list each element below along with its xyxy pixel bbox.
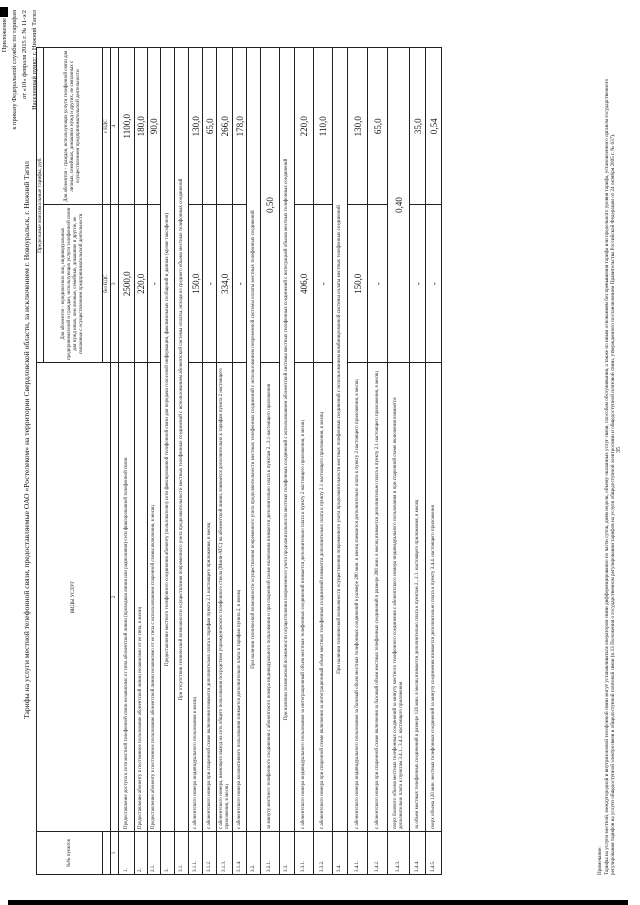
table-row — [148, 48, 161, 875]
tariff-value-legal: - — [203, 205, 217, 363]
tariff-rows — [119, 48, 442, 875]
scan-edge-mark — [8, 900, 628, 905]
row-number: 1. — [119, 832, 135, 875]
row-number: 2. — [135, 832, 148, 875]
tariff-value-legal: 220,0 — [135, 205, 148, 363]
service-description: за минуту местного телефонного соединения с абонентского номера индивидуального пользования и при спаренной схеме включения взимается дополнительно плата к пунктам 2., 2.1 настоящего приложения — [261, 363, 280, 832]
tariff-value-citizens: 220,0 — [295, 48, 314, 206]
row-number: 3.3.1. — [295, 832, 314, 875]
tariff-value-citizens: 130,0 — [348, 48, 368, 206]
table-row — [261, 48, 280, 875]
header-num: №№ пунктов — [37, 832, 103, 875]
header-col-citizens: Для абонентов - граждан, использующих услуги телефонной связи для личных, семейных, домашних нужд и других, не связанных с осуществлением предпринимательской деятельности — [44, 48, 103, 206]
service-description: сверх объема 120 мин. местных телефонных соединений за минуту соединения взимается дополнительно плата к пункту 3.4.4. настоящего приложения — [426, 363, 442, 832]
tariff-value-citizens: 35,0 — [410, 48, 426, 206]
tariff-value-citizens: 266,0 — [217, 48, 233, 206]
tariff-value-legal: 150,0 — [348, 205, 368, 363]
tariff-value-citizens: 130,0 — [189, 48, 203, 206]
colnum-1: 1 — [111, 832, 119, 875]
section-heading: При наличии технической возможности осуществления повременного учета продолжительности местных телефонных соединений с использованием комбинированной системы оплаты местных телефонных соединений — [333, 48, 348, 832]
tariff-value-citizens: 1100,0 — [119, 48, 135, 206]
header-tariff-group: Предельные максимальные тарифы, руб. — [37, 48, 44, 363]
notes-text: Тарифы на услуги местной, междугородной и внутризоновой телефонной связи могут устанавливаться оператором связи дифференцированно по части суток, дням недели, объему оказанных услуг связи, способам обслуживания, а также по иным основаниям без превышения тарифа или предельного уровня тарифа, установленного органом государственного регулирования тарифов на услуги общедоступной электросвязи и общедоступной почтовой связи (п.13 Положения о государственном регулировании тарифов на услуги общедоступной электросвязи и общедоступной почтовой связи, утвержденного постановлением Правительства Российской Федерации от 24 октября 2005 г. № 637). — [603, 78, 616, 875]
document-title: Тарифы на услуги местной телефонной связи, предоставляемые ОАО «Ростелеком» на территории Свердловской области, за исключением г. Новоуральск, г. Нижний Тагил — [22, 161, 31, 719]
table-row — [426, 48, 442, 875]
service-description: с абонентского номера коллективного пользования взимается дополнительно плата к тарифам пункта 2, в месяц — [233, 363, 247, 832]
service-description: с абонентского номера при спаренной схеме включения за интеграционный объем местных телефонных соединений взимается дополнительно плата к пункту 2.1 настоящего приложения, в месяц — [314, 363, 333, 832]
tariff-value-legal: 406,0 — [295, 205, 314, 363]
page-number: 35 — [616, 447, 622, 453]
appendix-date: от «10» февраля 2015 г. № 11-э/2 — [21, 10, 28, 99]
table-row — [135, 48, 148, 875]
service-description: Предоставление абоненту в постоянное пользование абонентской линии независимо от ее типа с использованием спаренной схемы включения, в месяц — [148, 363, 161, 832]
appendix-number: Приложение 26 — [1, 10, 8, 53]
service-description: с абонентского номера, имеющего выход на сеть общего пользования посредством учрежденческого телефонного ствола (Мини-АТС) на абонентской линии, взимается дополнительно к тарифам пункта 2 настоящего приложения, в месяц — [217, 363, 233, 832]
tariff-value-legal: - — [410, 205, 426, 363]
service-description: Предоставление абоненту в постоянное пользование абонентской линии независимо от ее типа, в месяц — [135, 363, 148, 832]
row-number: 3.4.3. — [388, 832, 410, 875]
tariff-value-merged: 0,40 — [388, 48, 410, 363]
service-description: с абонентского номера при спаренной схеме включения за базовый объем местных телефонных соединений в размере 280 мин. в месяц взимается дополнительно плата к пункту 2.1 настоящего приложения, в месяц — [368, 363, 388, 832]
row-number: 3.4. — [333, 832, 348, 875]
row-number: 3.3.2. — [314, 832, 333, 875]
section-row — [175, 48, 189, 875]
row-number: 3.4.2. — [368, 832, 388, 875]
table-row — [233, 48, 247, 875]
tariff-value-citizens: 90,0 — [148, 48, 161, 206]
service-description: за объем местных телефонных соединений в размере 120 мин. в месяц взимается дополнительно плата к пунктам 2., 2.1. настоящего приложения, в месяц — [410, 363, 426, 832]
tariff-value-citizens: 178,0 — [233, 48, 247, 206]
tariff-value-legal: - — [314, 205, 333, 363]
tariff-value-citizens: 180,0 — [135, 48, 148, 206]
table-row — [295, 48, 314, 875]
service-description: с абонентского номера индивидуального пользования за базовый объем местных телефонных соединений в размере 280 мин. в месяц взимается дополнительно плата к пункту 2 настоящего приложения, в месяц — [348, 363, 368, 832]
row-number: 3.3. — [280, 832, 295, 875]
row-number: 3.2. — [247, 832, 261, 875]
tariff-value-citizens: 110,0 — [314, 48, 333, 206]
tariff-value-legal: 150,0 — [189, 205, 203, 363]
city-line: Населенный пункт: г. Нижний Тагил — [31, 10, 38, 110]
table-row — [410, 48, 426, 875]
notes-label: Примечание: — [597, 846, 603, 875]
table-row — [217, 48, 233, 875]
tariff-value-citizens: 65,0 — [203, 48, 217, 206]
tariff-value-citizens: 0,54 — [426, 48, 442, 206]
notes — [597, 47, 617, 875]
table-row — [314, 48, 333, 875]
colnum-3: 3 — [111, 205, 119, 363]
section-row — [247, 48, 261, 875]
header-services: ВИДЫ УСЛУГ — [37, 363, 111, 832]
colnum-2: 2 — [111, 363, 119, 832]
section-row — [280, 48, 295, 875]
row-number: 3.1. — [175, 832, 189, 875]
section-row — [161, 48, 175, 875]
service-description: сверх базового объема местных телефонных соединений за минуту местного телефонного соединения с абонентского номера индивидуального пользования и при спаренной схеме включения взимается дополнительно плата к пунктам 3.4.1., 3.4.2. настоящего приложения — [388, 363, 410, 832]
service-description: Предоставление доступа к сети местной телефонной связи независимо от типа абонентской линии (проводная линия или радиолиния) сети фиксированной телефонной связи — [119, 363, 135, 832]
row-number: 3.4.5. — [426, 832, 442, 875]
section-heading: При отсутствии технической возможности осуществления повременного учета продолжительности местных телефонных соединений с использованием абонентской системы оплаты, исходя из среднего объема местных телефонных соединений — [175, 48, 189, 832]
row-number: 3.1.1. — [189, 832, 203, 875]
appendix-order: к приказу Федеральной службы по тарифам — [11, 10, 18, 130]
section-row — [333, 48, 348, 875]
row-number: 2.1. — [148, 832, 161, 875]
row-number: 3.4.4. — [410, 832, 426, 875]
service-description: с абонентского номера индивидуального пользования за интеграционный объем местных телефонных соединений взимается дополнительно плата к пункту 2 настоящего приложения, в месяц — [295, 363, 314, 832]
appendix-header — [0, 10, 40, 200]
colnum-4: 4 — [111, 48, 119, 206]
table-row — [119, 48, 135, 875]
row-number: 3.4.1. — [348, 832, 368, 875]
service-description: с абонентского номера индивидуального пользования в месяц — [189, 363, 203, 832]
tariff-value-legal: - — [368, 205, 388, 363]
row-number: 3.1.4. — [233, 832, 247, 875]
tariff-table — [36, 47, 442, 875]
section-heading: Предоставление местного телефонного соединения абоненту (пользователю) сети фиксированной телефонной связи для передачи голосовой информации, факсимильных сообщений и данных (кроме таксофонов) — [161, 48, 175, 832]
section-heading: При наличии технической возможности осуществления повременного учета продолжительности местных телефонных соединений с использованием повременной системы оплаты местных телефонных соединений — [247, 48, 261, 832]
tariff-value-citizens: 65,0 — [368, 48, 388, 206]
row-number: 3. — [161, 832, 175, 875]
header-vat-excl: без НДС — [103, 205, 111, 363]
header-col-legal: Для абонентов - юридических лиц, индивидуальных предпринимателей и граждан, использующих услуги телефонной связи для нужд иных, чем личные, семейные, домашние и другие, не связанные с осуществлением предпринимательской деятельности — [44, 205, 103, 363]
tariff-value-legal: - — [148, 205, 161, 363]
table-row — [203, 48, 217, 875]
tariff-value-legal: 334,0 — [217, 205, 233, 363]
tariff-value-merged: 0,50 — [261, 48, 280, 363]
row-number: 3.1.2. — [203, 832, 217, 875]
service-description: с абонентского номера при спаренной схеме включения взимается дополнительно плата к тарифам пункта 2.1 настоящего приложения, в месяц — [203, 363, 217, 832]
tariff-value-legal: 2500,0 — [119, 205, 135, 363]
tariff-value-legal: - — [426, 205, 442, 363]
row-number: 3.2.1. — [261, 832, 280, 875]
table-row — [388, 48, 410, 875]
row-number: 3.1.3. — [217, 832, 233, 875]
tariff-value-legal: - — [233, 205, 247, 363]
table-row — [348, 48, 368, 875]
table-row — [368, 48, 388, 875]
table-row — [189, 48, 203, 875]
section-heading: При наличии технической возможности осуществления повременного учета продолжительности местных телефонных соединений с использованием абонентской системы местных телефонных соединений с интеграцией объема местных телефонных соединений — [280, 48, 295, 832]
header-vat-incl: с НДС — [103, 48, 111, 206]
